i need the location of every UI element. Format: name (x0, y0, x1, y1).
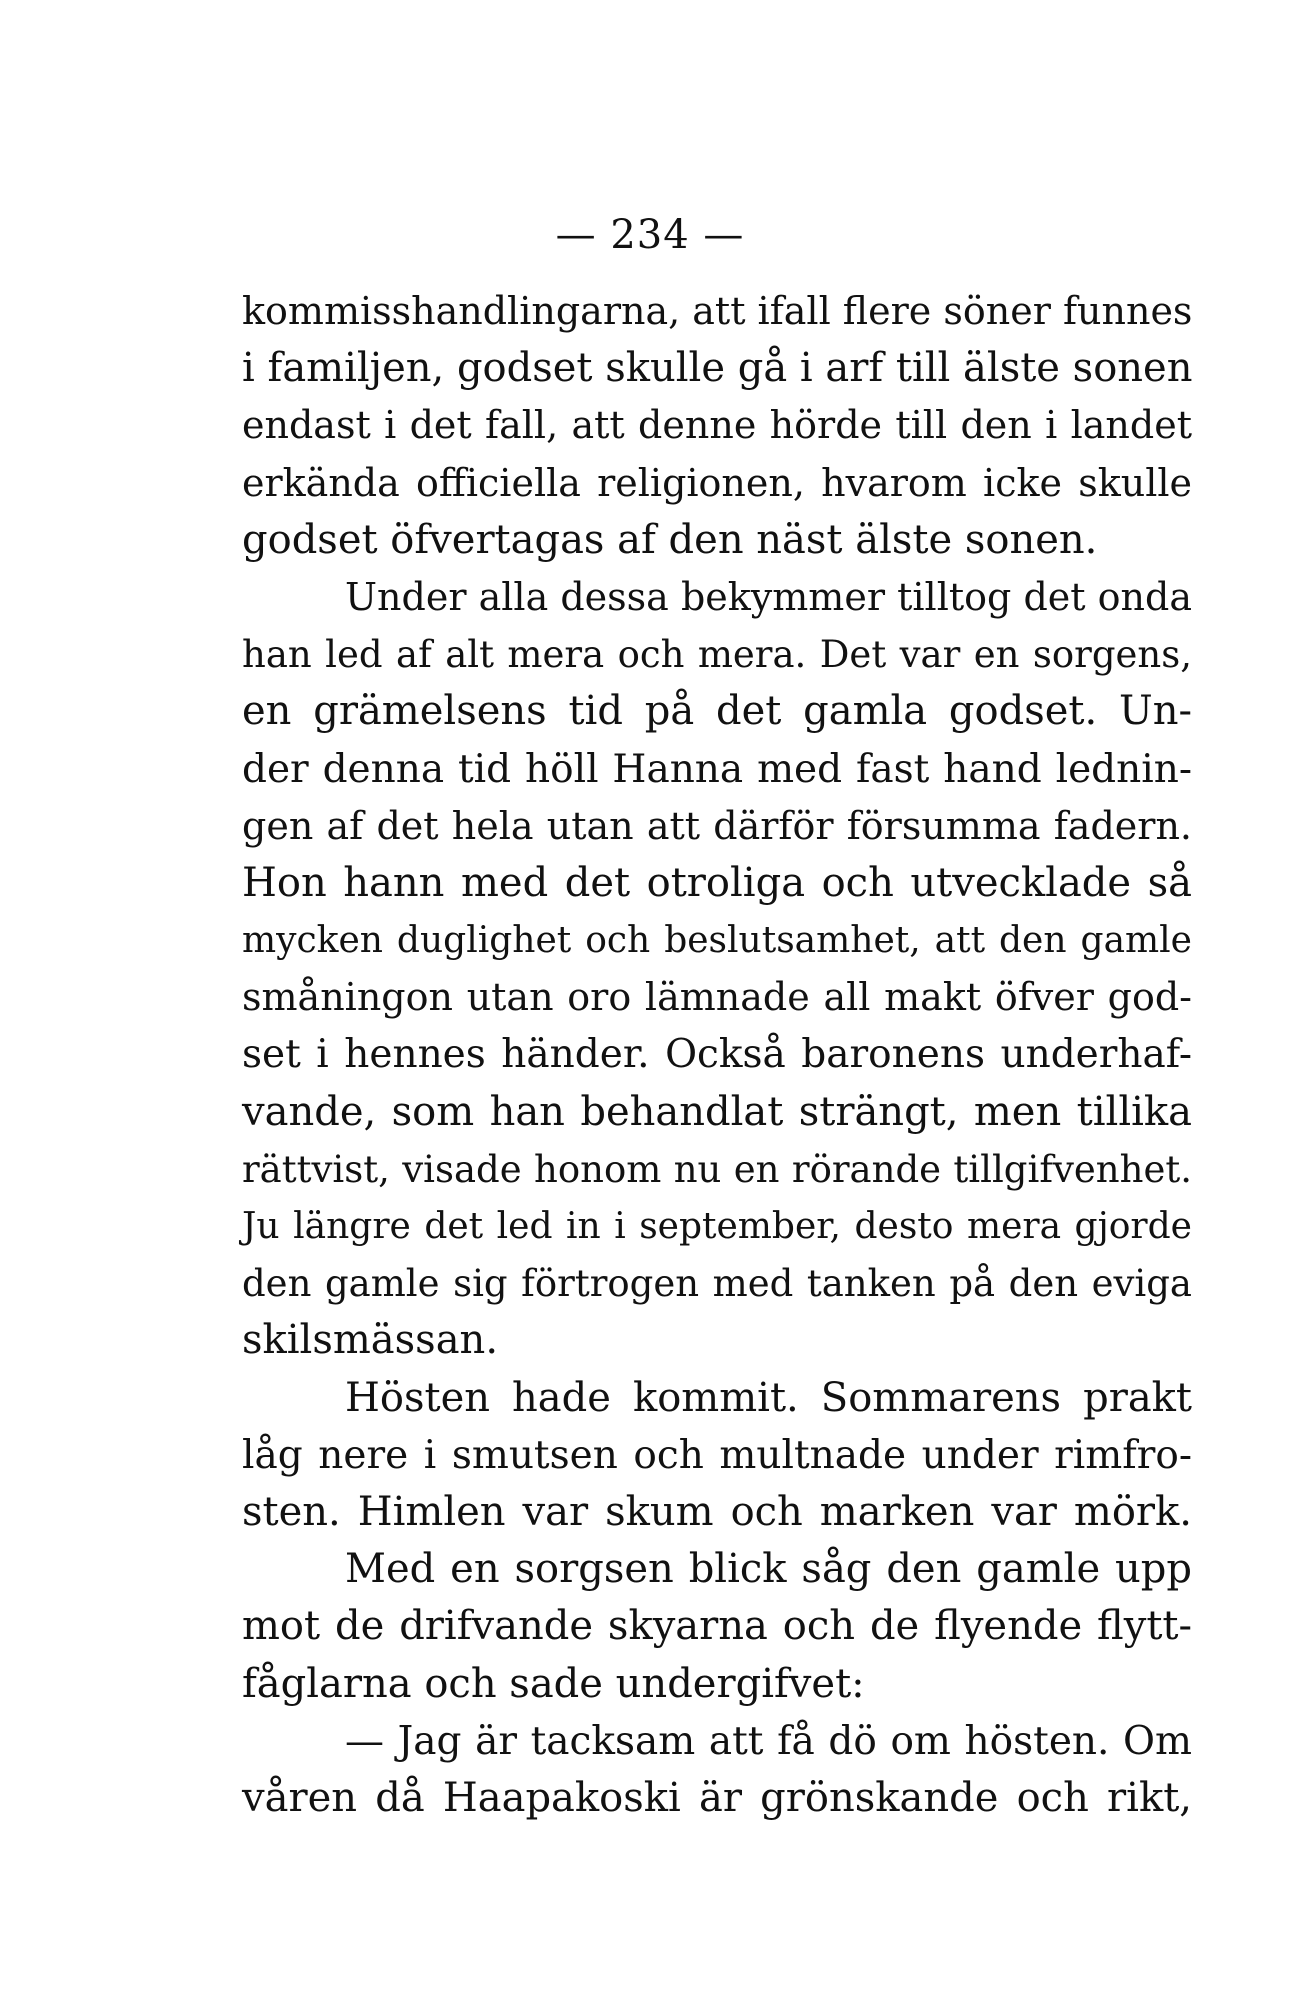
text-line: rättvist, visade honom nu en rörande tillgifvenhet. (242, 1147, 1192, 1191)
text-line: — Jag är tacksam att få dö om hösten. Om (345, 1718, 1192, 1764)
text-line: sten. Himlen var skum och marken var mörk. (242, 1488, 1192, 1535)
text-line: en grämelsens tid på det gamla godset. Un- (242, 688, 1192, 735)
body-text (242, 283, 1192, 1827)
text-line: småningon utan oro lämnade all makt öfver god- (242, 975, 1192, 1020)
text-line: Hon hann med det otroliga och utvecklade så (242, 859, 1192, 906)
text-line: vande, som han behandlat strängt, men tillika (242, 1088, 1192, 1135)
text-line: godset öfvertagas af den näst älste sonen. (242, 516, 1098, 563)
text-line: han led af alt mera och mera. Det var en sorgens, (242, 633, 1192, 677)
text-line: endast i det fall, att denne hörde till den i landet (242, 403, 1192, 448)
text-line: set i hennes händer. Också baronens underhaf- (242, 1032, 1192, 1078)
text-line: Hösten hade kommit. Sommarens prakt (345, 1374, 1192, 1421)
text-line: skilsmässan. (242, 1317, 499, 1364)
text-line: mycken duglighet och beslutsamhet, att den gamle (242, 920, 1192, 962)
text-line: den gamle sig förtrogen med tanken på den eviga (242, 1262, 1192, 1306)
text-line: Med en sorgsen blick såg den gamle upp (345, 1546, 1192, 1593)
text-line: mot de drifvande skyarna och de flyende flytt- (242, 1603, 1192, 1650)
text-line: Ju längre det led in i september, desto mera gjorde (242, 1206, 1192, 1247)
text-line: låg nere i smutsen och multnade under rimfro- (242, 1432, 1192, 1478)
text-line: fåglarna och sade undergifvet: (242, 1660, 865, 1707)
text-line: erkända officiella religionen, hvarom icke skulle (242, 460, 1192, 505)
text-line: i familjen, godset skulle gå i arf till älste sonen (242, 345, 1193, 392)
text-line: våren då Haapakoski är grönskande och rikt, (242, 1774, 1192, 1821)
text-line: gen af det hela utan att därför försumma fadern. (242, 803, 1192, 848)
text-line: kommisshandlingarna, att ifall flere söner funnes (242, 289, 1193, 333)
text-line: Under alla dessa bekymmer tilltog det onda (345, 574, 1192, 619)
page-number: — 234 — (555, 212, 745, 258)
text-line: der denna tid höll Hanna med fast hand lednin- (242, 746, 1192, 792)
